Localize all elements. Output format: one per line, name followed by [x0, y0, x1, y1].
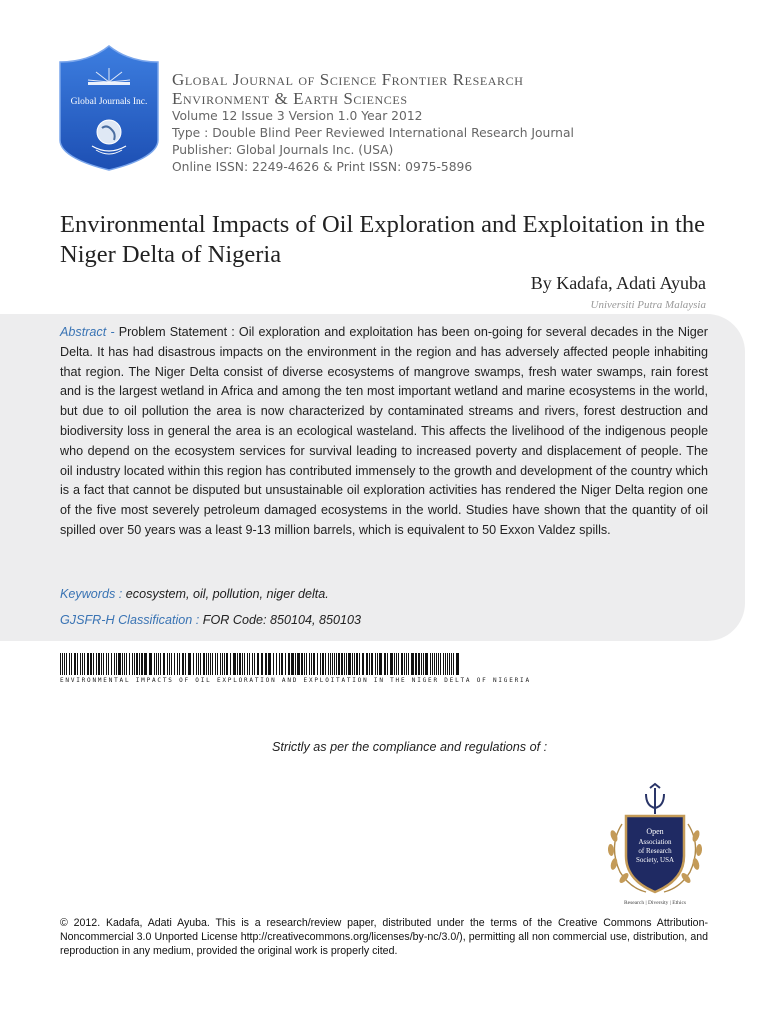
keywords-label: Keywords :	[60, 587, 123, 601]
article-author: By Kadafa, Adati Ayuba	[530, 273, 706, 293]
journal-info	[172, 70, 732, 176]
compliance-note: Strictly as per the compliance and regulations of :	[272, 740, 548, 754]
keywords	[60, 587, 329, 601]
barcode	[60, 653, 460, 675]
abstract	[60, 323, 708, 541]
seal-line1: Open	[646, 827, 664, 836]
seal-line2: Association	[638, 838, 672, 846]
journal-name: Global Journal of Science Frontier Research	[172, 70, 524, 89]
abstract-text: Problem Statement : Oil exploration and exploitation has been on-going for several decades in the Niger Delta. It has had disastrous impacts on the environment in the region and has adversely affected people inhabiting that region. The Niger Delta consist of diverse ecosystems of mangrove swamps, fresh water swamps, rain forest and is the largest wetland in Africa and among the ten most important wetland and marine ecosystems in the world, but due to oil pollution the area is now characterized by contaminated streams and rivers, forest destruction and biodiversity loss in general the area is an ecological wasteland. This affects the livelihood of the indigenous people who depend on the ecosystem services for survival leading to increased poverty and displacement of people. The oil industry located within this region has contributed immensely to the growth and development of the country which is a fact that cannot be disputed but unsustainable oil exploration activities has rendered the Niger Delta region one of the five most severely petroleum damaged ecosystems in the world. Studies have shown that the quantity of oil spilled over 50 years was a least 9-13 million barrels, which is equivalent to 50 Exxon Valdez spills.	[60, 325, 708, 537]
copyright-notice: © 2012. Kadafa, Adati Ayuba. This is a research/review paper, distributed under the terms of the Creative Commons Attribution-Noncommercial 3.0 Unported License http://creativecommons.org/licenses/by-nc/3.0/), permitting all non commercial use, distribution, and reproduction in any medium, provided the original work is properly cited.	[60, 917, 708, 957]
classification-value: FOR Code: 850104, 850103	[202, 613, 361, 627]
seal-motto: Research | Diversity | Ethics	[623, 900, 687, 906]
barcode-text: ENVIRONMENTAL IMPACTS OF OIL EXPLORATION AND EXPLOITATION IN THE NIGER DELTA OF NIGERIA	[60, 677, 531, 684]
journal-publisher: Publisher: Global Journals Inc. (USA)	[172, 143, 394, 157]
journal-volume: Volume 12 Issue 3 Version 1.0 Year 2012	[172, 109, 423, 123]
classification-label: GJSFR-H Classification :	[60, 613, 200, 627]
journal-issn: Online ISSN: 2249-4626 & Print ISSN: 0975-5896	[172, 160, 473, 174]
seal-line4: Society, USA	[635, 856, 675, 864]
journal-logo	[58, 44, 160, 172]
logo-text: Global Journals Inc.	[70, 97, 148, 107]
author-affiliation: Universiti Putra Malaysia	[590, 299, 706, 311]
oars-seal	[600, 784, 710, 908]
classification	[60, 613, 361, 627]
journal-type: Type : Double Blind Peer Reviewed International Research Journal	[172, 126, 574, 140]
journal-section: Environment & Earth Sciences	[172, 89, 408, 108]
seal-line3: of Research	[638, 847, 672, 855]
abstract-label: Abstract -	[60, 325, 115, 339]
keywords-value: ecosystem, oil, pollution, niger delta.	[125, 587, 329, 601]
article-title: Environmental Impacts of Oil Exploration and Exploitation in the Niger Delta of Nigeria	[60, 211, 706, 268]
